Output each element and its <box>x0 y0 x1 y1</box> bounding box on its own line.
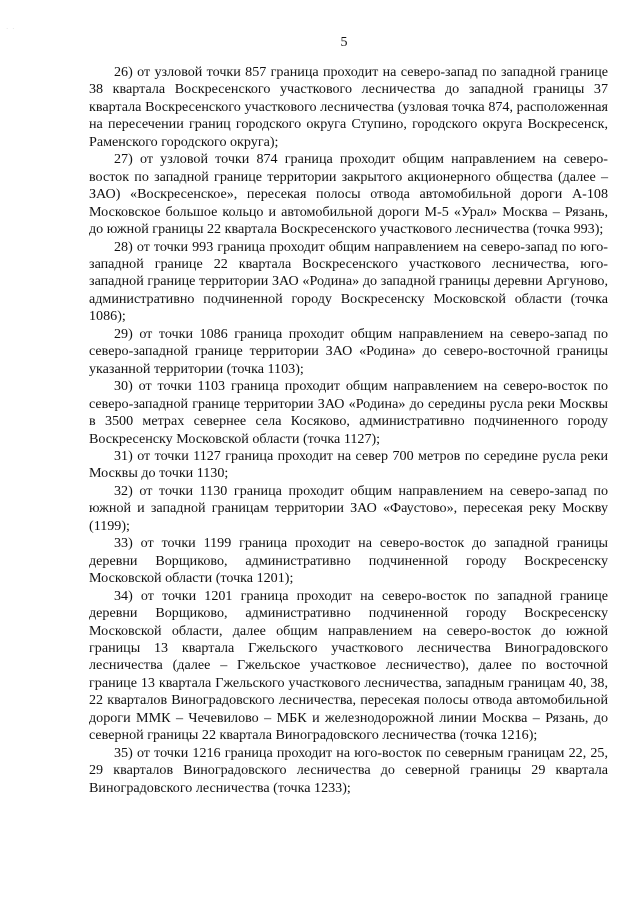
paragraph-35: 35) от точки 1216 граница проходит на юго-восток по северным границам 22, 25, 29 кварталов Виноградовского лесничества до северной границы 29 квартала Виноградовского лесничества (точка 1233); <box>89 744 608 796</box>
page-number: 5 <box>340 35 348 50</box>
paragraph-31: 31) от точки 1127 граница проходит на север 700 метров по середине русла реки Москвы до точки 1130; <box>89 447 608 482</box>
paragraph-34: 34) от точки 1201 граница проходит на северо-восток по западной границе деревни Ворщиково, административно подчиненной городу Воскресенску Московской области, далее общим направлением на северо-восток до южной границы 13 квартала Гжельского участкового лесничества Виноградовского лесничества (далее – Гжельское участковое лесничество), далее по восточной границе 13 квартала Гжельского участкового лесничества, западным границам 40, 38, 22 кварталов Виноградовского лесничества, пересекая полосы отвода автомобильной дороги ММК – Чечевилово – МБК и железнодорожной линии Москва – Рязань, до северной границы 22 квартала Виноградовского лесничества (точка 1216); <box>89 587 608 744</box>
paragraph-28: 28) от точки 993 граница проходит общим направлением на северо-запад по юго-западной границе 22 квартала Воскресенского участкового лесничества, юго-западной границе территории ЗАО «Родина» до западной границы деревни Аргуново, административно подчиненной городу Воскресенску Московской области (точка 1086); <box>89 238 608 325</box>
paragraph-26: 26) от узловой точки 857 граница проходит на северо-запад по западной границе 38 квартала Воскресенского участкового лесничества до западной границы 37 квартала Воскресенского участкового лесничества (узловая точка 874, расположенная на пересечении границ городского округа Ступино, городского округа Воскресенск, Раменского городского округа); <box>89 64 608 150</box>
paragraph-32: 32) от точки 1130 граница проходит общим направлением на северо-запад по южной и западной границам территории ЗАО «Фаустово», пересекая реку Москву (1199); <box>89 482 608 534</box>
paragraph-29: 29) от точки 1086 граница проходит общим направлением на северо-запад по северо-западной границе территории ЗАО «Родина» до северо-восточной границы указанной территории (точка 1103); <box>89 325 608 377</box>
paragraph-27: 27) от узловой точки 874 граница проходит общим направлением на северо-восток по западной границе территории закрытого акционерного общества (далее – ЗАО) «Воскресенское», пересекая полосы отвода автомобильной дороги А-108 Московское большое кольцо и автомобильной дороги М-5 «Урал» Москва – Рязань, до южной границы 22 квартала Воскресенского участкового лесничества (точка 993); <box>89 151 608 238</box>
paragraph-30: 30) от точки 1103 граница проходит общим направлением на северо-восток по северо-западной границе территории ЗАО «Родина» до середины русла реки Москвы в 3500 метрах севернее села Косяково, административно подчиненного городу Воскресенску Московской области (точка 1127); <box>89 378 608 447</box>
paragraph-33: 33) от точки 1199 граница проходит на северо-восток до западной границы деревни Ворщиково, административно подчиненной городу Воскресенску Московской области (точка 1201); <box>89 535 608 587</box>
document-body <box>89 64 608 797</box>
scan-mark: · · <box>6 25 16 33</box>
